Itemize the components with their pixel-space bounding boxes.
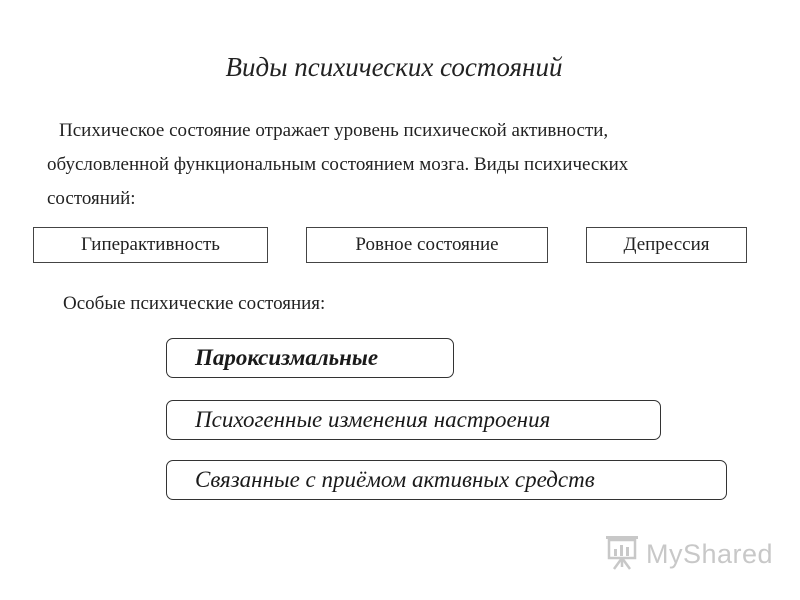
presentation-board-icon (604, 533, 640, 576)
watermark-logo (604, 534, 773, 574)
intro-line-1: Психическое состояние отражает уровень психической активности, (59, 120, 609, 141)
page-title: Виды психических состояний (225, 52, 563, 82)
special-box-paroxysmal: Пароксизмальные (166, 338, 454, 378)
intro-line-2: обусловленной функциональным состоянием мозга. Виды психических (47, 154, 629, 175)
intro-paragraph (47, 114, 747, 216)
special-box-active-substances: Связанные с приёмом активных средств (166, 460, 727, 500)
state-box-depression: Депрессия (586, 227, 747, 263)
special-states-label: Особые психические состояния: (63, 293, 326, 314)
special-box-psychogenic-mood: Психогенные изменения настроения (166, 400, 661, 440)
state-box-hyperactivity: Гиперактивность (33, 227, 268, 263)
watermark-text: MyShared (646, 538, 774, 569)
state-box-even-state: Ровное состояние (306, 227, 548, 263)
intro-line-3: состояний: (47, 188, 136, 209)
